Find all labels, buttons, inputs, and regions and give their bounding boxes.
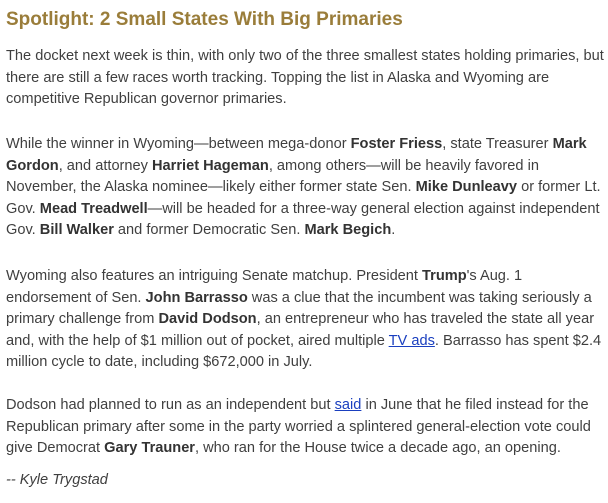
paragraph-dodson (6, 395, 608, 460)
candidate-name-bold: Harriet Hageman (152, 157, 269, 174)
candidate-name-bold: Mead Treadwell (39, 200, 148, 217)
candidate-name-bold: David Dodson (158, 311, 257, 327)
paragraph-intro-text: The docket next week is thin, with only two of the three smallest states holding primaries, but there are still a few races worth tracking. Topping the list in Alaska and Wyoming are competitive Republican governor primaries. (6, 48, 604, 107)
text-segment: Wyoming also features an intriguing Senate matchup. President (6, 268, 423, 284)
candidate-name-bold: Trump (422, 268, 467, 284)
said-link[interactable]: said (334, 397, 362, 413)
candidate-name-bold: John Barrasso (145, 289, 248, 306)
candidate-name-bold: Foster Friess (350, 136, 443, 152)
text-segment: —will be headed for a three-way general election against independent Gov. (6, 200, 600, 238)
candidate-name-bold: Bill Walker (39, 222, 114, 238)
paragraph-governor-races (6, 134, 608, 242)
text-segment: was a clue that the incumbent was taking seriously a primary challenge from (6, 289, 592, 327)
paragraph-senate-race (6, 266, 608, 374)
text-segment: , an entrepreneur who has traveled the state all year and, with the help of $1 million out of pocket, aired multiple (6, 311, 595, 349)
text-segment: and former Democratic Sen. (113, 222, 305, 238)
byline: -- Kyle Trygstad (6, 472, 108, 488)
candidate-name-bold: Mark Gordon (6, 136, 587, 174)
text-segment: , state Treasurer (442, 136, 553, 152)
text-segment: , and attorney (58, 157, 153, 174)
article (6, 8, 604, 488)
paragraph-intro (6, 46, 608, 111)
text-segment: or former Lt. Gov. (6, 179, 601, 217)
text-segment: in June that he filed instead for the Republican primary after some in the party worried a splintered general-election vote could give Democrat (6, 397, 591, 456)
headline: Spotlight: 2 Small States With Big Primaries (6, 9, 403, 30)
text-segment: . (391, 222, 396, 238)
candidate-name-bold: Mark Begich (304, 222, 392, 238)
candidate-name-bold: Mike Dunleavy (415, 179, 518, 195)
text-segment: 's Aug. 1 endorsement of Sen. (6, 268, 523, 306)
text-segment: Dodson had planned to run as an independent but (6, 397, 335, 413)
text-segment: . Barrasso has spent $2.4 million cycle to date, including $672,000 in July. (6, 332, 602, 370)
candidate-name-bold: Gary Trauner (104, 440, 195, 456)
text-segment: , among others—will be heavily favored in November, the Alaska nominee—likely either former state Sen. (6, 157, 539, 195)
text-segment: , who ran for the House twice a decade ago, an opening. (195, 440, 561, 456)
tv-ads-link[interactable]: TV ads (388, 332, 435, 349)
text-segment: While the winner in Wyoming—between mega-donor (6, 136, 351, 152)
